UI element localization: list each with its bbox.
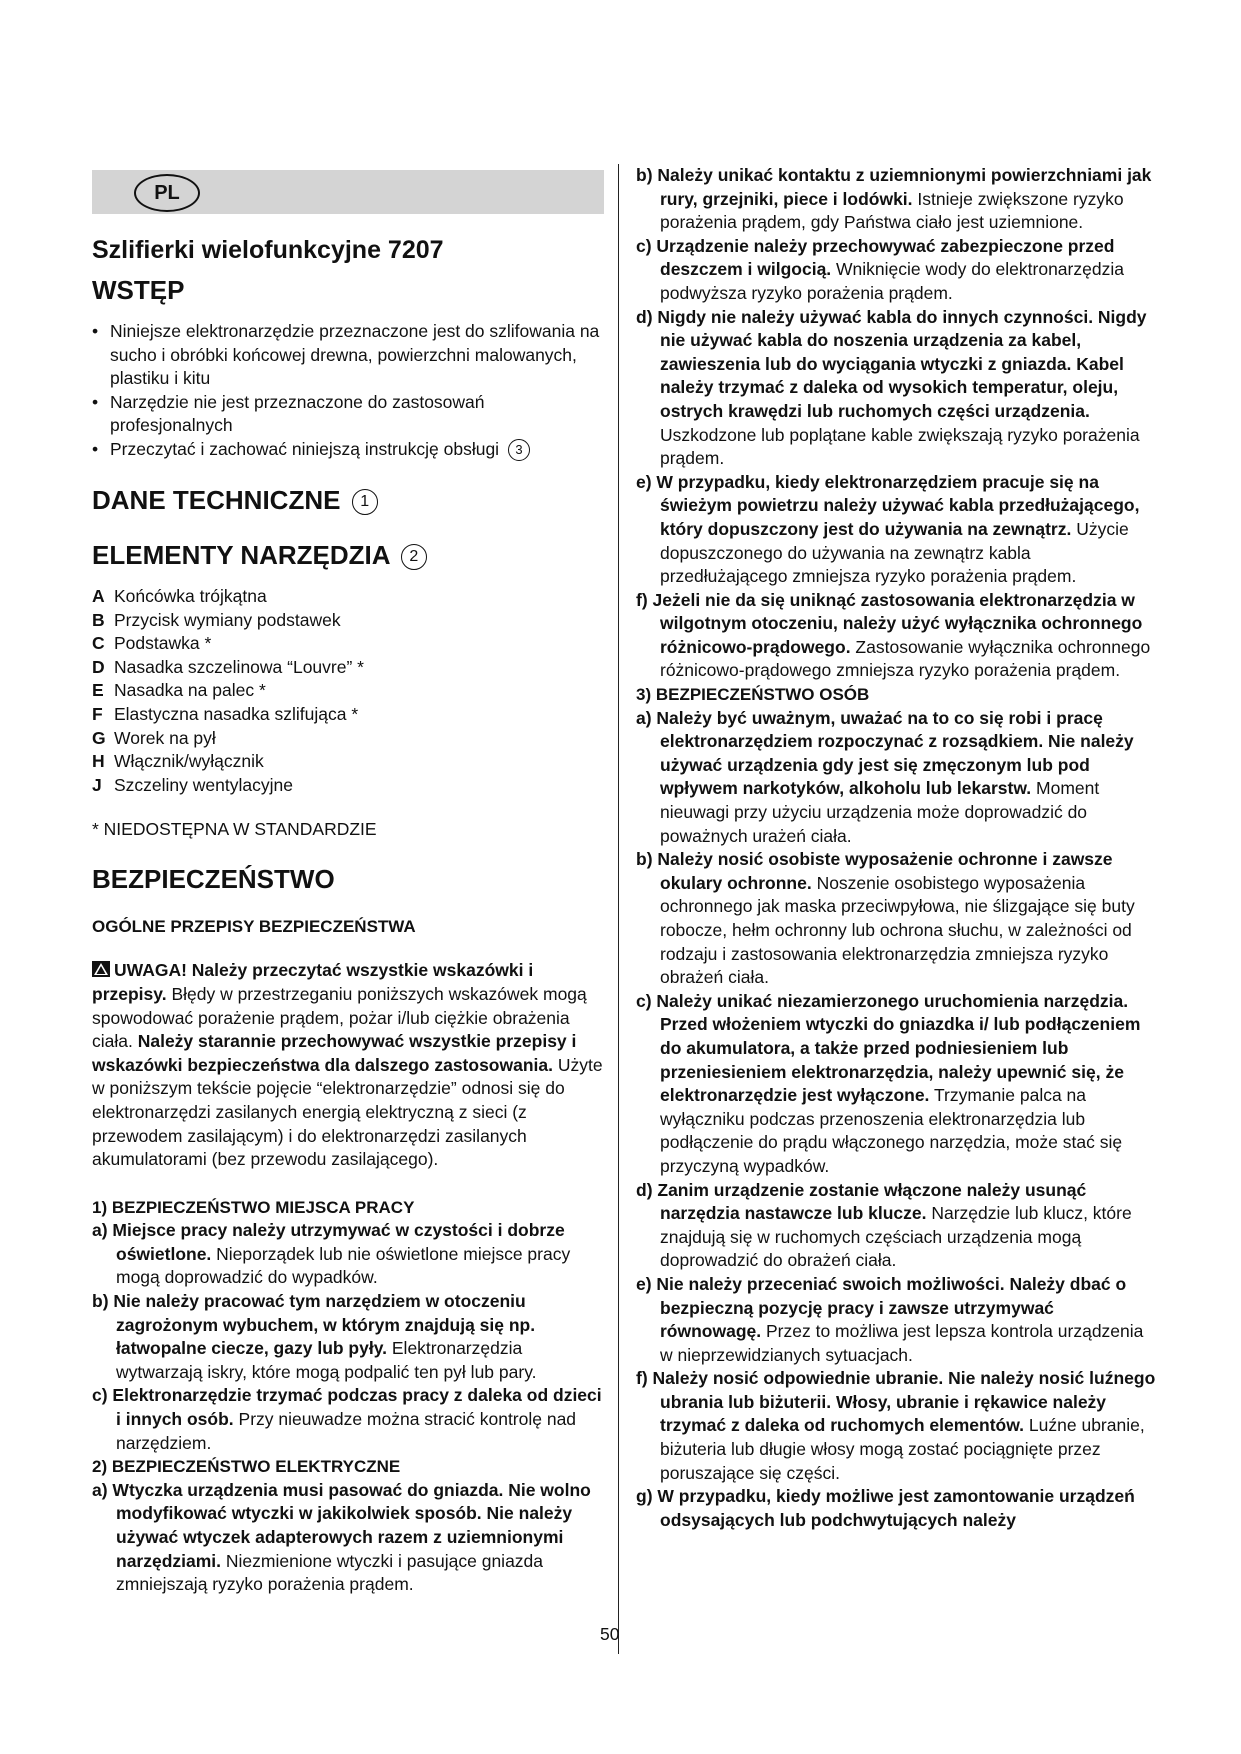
section-3-heading: 3) BEZPIECZEŃSTWO OSÓB	[636, 685, 870, 705]
page-number: 50	[600, 1624, 620, 1644]
rule-item	[92, 1290, 604, 1384]
tech-heading: DANE TECHNICZNE 1	[92, 485, 604, 516]
part-item	[92, 774, 604, 798]
rule-text: Przez to możliwa jest lepsza kontrola urządzenia w nieprzewidzianych sytuacjach.	[660, 1321, 1144, 1365]
rule-text: Noszenie osobistego wyposażenia ochronnego jak maska przeciwpyłowa, nie ślizgające się buty robocze, hełm ochronny lub ochrona słuchu, w zależności od rodzaju i zastosowania elektronarzędzia zmniejsza ryzyko obrażeń ciała.	[660, 872, 1135, 988]
part-letter: J	[92, 774, 102, 795]
rule-item	[636, 1485, 1158, 1532]
part-item	[92, 750, 604, 774]
section-2-list-left	[92, 1479, 604, 1597]
rule-text: Moment nieuwagi przy użyciu urządzenia może doprowadzić do poważnych urażeń ciała.	[660, 778, 1100, 846]
part-text: Nasadka szczelinowa “Louvre” *	[114, 656, 364, 677]
rule-item	[636, 1179, 1158, 1273]
rule-item	[636, 235, 1158, 306]
language-badge: PL	[134, 174, 200, 212]
rule-bold: e) Nie należy przeceniać swoich możliwości. Należy dbać o bezpieczną pozycję pracy i zawsze utrzymywać równowagę.	[636, 1273, 1127, 1342]
rule-item	[636, 471, 1158, 589]
warning-paragraph: UWAGA! Należy przeczytać wszystkie wskazówki i przepisy. Błędy w przestrzeganiu poniższych wskazówek mogą spowodować porażenie prądem, pożar i/lub ciężkie obrażenia ciała. Należy starannie przechowywać wszystkie przepisy i wskazówki bezpieczeństwa dla dalszego zastosowania. Użyte w poniższym tekście pojęcie “elektronarzędzie” odnosi się do elektronarzędzi zasilanych energią elektryczną z sieci (z przewodem zasilającym) i do elektronarzędzi zasilanych akumulatorami (bez przewodu zasilającego).	[92, 960, 603, 1170]
figure-ref-2: 2	[401, 544, 427, 570]
rule-bold: b) Należy nosić osobiste wyposażenie ochronne i zawsze okulary ochronne.	[636, 849, 1113, 893]
part-letter: A	[92, 586, 105, 606]
rule-item	[636, 707, 1158, 849]
rule-bold: c) Elektronarzędzie trzymać podczas pracy z daleka od dzieci i innych osób.	[92, 1385, 602, 1430]
warning-icon	[92, 961, 110, 977]
figure-ref-1: 1	[352, 489, 378, 515]
intro-bullets	[92, 320, 604, 461]
rule-text: Użycie dopuszczonego do używania na zewnątrz kabla przedłużającego zmniejsza ryzyko porażenia prądem.	[660, 518, 1129, 587]
part-text: Włącznik/wyłącznik	[114, 751, 264, 772]
rule-text: Wniknięcie wody do elektronarzędzia podwyższa ryzyko porażenia prądem.	[660, 259, 1124, 303]
part-text: Końcówka trójkątna	[114, 586, 267, 606]
part-letter: F	[92, 703, 103, 724]
rule-text: Elektronarzędzia wytwarzają iskry, które mogą podpalić ten pył lub pary.	[116, 1338, 537, 1382]
part-item	[92, 632, 604, 656]
rule-bold: g) W przypadku, kiedy możliwe jest zamontowanie urządzeń odsysających lub podchwytujących należy	[636, 1486, 1135, 1530]
part-text: Przycisk wymiany podstawek	[114, 609, 341, 630]
rule-item	[636, 1273, 1158, 1367]
rule-bold: b) Nie należy pracować tym narzędziem w otoczeniu zagrożonym wybuchem, w którym znajdują się np. łatwopalne ciecze, gazy lub pyły.	[92, 1291, 536, 1359]
rule-text: Przy nieuwadze można stracić kontrolę nad narzędziem.	[116, 1409, 577, 1453]
general-rules-heading: OGÓLNE PRZEPISY BEZPIECZEŃSTWA	[92, 917, 416, 937]
list-item: • Narzędzie nie jest przeznaczone do zastosowań profesjonalnych	[92, 391, 604, 438]
section-2-heading: 2) BEZPIECZEŃSTWO ELEKTRYCZNE	[92, 1457, 401, 1477]
figure-ref-3: 3	[508, 439, 530, 461]
rule-text: Nieporządek lub nie oświetlone miejsce pracy mogą doprowadzić do wypadków.	[116, 1243, 571, 1288]
rule-bold: c) Urządzenie należy przechowywać zabezpieczone przed deszczem i wilgocią.	[636, 235, 1115, 280]
part-letter: D	[92, 656, 105, 677]
part-text: Worek na pył	[114, 727, 216, 748]
product-title: Szlifierki wielofunkcyjne 7207	[92, 236, 444, 264]
rule-bold: a) Należy być uważnym, uważać na to co się robi i pracę elektronarzędziem rozpoczynać z rozsądkiem. Nie należy używać urządzenia gdy jest się zmęczonym lub pod wpływem narkotyków, alkoholu lub lekarstw.	[636, 707, 1134, 799]
rule-bold: f) Jeżeli nie da się uniknąć zastosowania elektronarzędzia w wilgotnym otoczeniu, należy użyć wyłącznika ochronnego różnicowo-prądowego.	[636, 589, 1143, 657]
rule-text: Niezmienione wtyczki i pasujące gniazda zmniejszają ryzyko porażenia prądem.	[116, 1550, 544, 1595]
rule-text: Trzymanie palca na wyłączniku podczas przenoszenia elektronarzędzia lub podłączenie do prądu włączonego narzędzia, może stać się przyczyną wypadków.	[660, 1085, 1123, 1176]
rule-text: Narzędzie lub klucz, które znajdują się w ruchomych częściach urządzenia mogą doprowadzić do obrażeń ciała.	[660, 1203, 1132, 1271]
rule-text: Luźne ubranie, biżuteria lub długie włosy mogą zostać pociągnięte przez poruszające się części.	[660, 1415, 1145, 1483]
rule-item	[92, 1479, 604, 1597]
part-item	[92, 703, 604, 727]
right-column	[636, 164, 1158, 1532]
part-letter: G	[92, 727, 106, 748]
rule-bold: f) Należy nosić odpowiednie ubranie. Nie należy nosić luźnego ubrania lub biżuterii. Włosy, ubranie i rękawice należy trzymać z daleka od ruchomych elementów.	[636, 1368, 1156, 1436]
part-item	[92, 656, 604, 680]
part-letter: H	[92, 751, 105, 772]
elements-heading: ELEMENTY NARZĘDZIA 2	[92, 540, 604, 571]
rule-bold: c) Należy unikać niezamierzonego uruchomienia narzędzia. Przed włożeniem wtyczki do gniazdka i/ lub podłączeniem do akumulatora, a także przed podniesieniem lub przeniesieniem elektronarzędzia, należy upewnić się, że elektronarzędzie jest wyłączone.	[636, 990, 1141, 1106]
intro-heading: WSTĘP	[92, 275, 185, 305]
section-2-list-right	[636, 164, 1158, 683]
rule-bold: d) Zanim urządzenie zostanie włączone należy usunąć narzędzia nastawcze lub klucze.	[636, 1179, 1087, 1224]
rule-bold: b) Należy unikać kontaktu z uziemnionymi powierzchniami jak rury, grzejniki, piece i lodówki.	[636, 165, 1152, 209]
part-text: Szczeliny wentylacyjne	[114, 774, 293, 795]
part-item	[92, 727, 604, 751]
section-1-heading: 1) BEZPIECZEŃSTWO MIEJSCA PRACY	[92, 1197, 415, 1217]
rule-text: Istnieje zwiększone ryzyko porażenia prądem, gdy Państwa ciało jest uziemnione.	[660, 188, 1124, 233]
part-text: Podstawka *	[114, 633, 212, 654]
list-item: • Niniejsze elektronarzędzie przeznaczone jest do szlifowania na sucho i obróbki końcowej drewna, powierzchni malowanych, plastiku i kitu	[92, 320, 604, 391]
rule-item	[636, 1367, 1158, 1485]
rule-bold: a) Wtyczka urządzenia musi pasować do gniazda. Nie wolno modyfikować wtyczki w jakikolwiek sposób. Nie należy używać wtyczek adapterowych razem z uziemnionymi narzędziami.	[92, 1479, 591, 1571]
safety-heading: BEZPIECZEŃSTWO	[92, 864, 335, 895]
language-bar	[92, 170, 604, 214]
part-text: Nasadka na palec *	[114, 680, 266, 701]
part-letter: E	[92, 680, 104, 701]
section-3-list	[636, 707, 1158, 1533]
rule-item	[636, 306, 1158, 471]
part-item	[92, 679, 604, 703]
rule-item	[636, 589, 1158, 683]
part-item	[92, 585, 604, 609]
rule-item	[636, 164, 1158, 235]
not-standard-note: * NIEDOSTĘPNA W STANDARDZIE	[92, 819, 377, 840]
rule-bold: e) W przypadku, kiedy elektronarzędziem pracuje się na świeżym powietrzu należy używać kabla przedłużającego, który dopuszczony jest do używania na zewnątrz.	[636, 471, 1140, 539]
part-item	[92, 609, 604, 633]
rule-item	[636, 848, 1158, 990]
rule-item	[92, 1384, 604, 1455]
list-item: • Przeczytać i zachować niniejszą instrukcję obsługi 3	[92, 438, 604, 462]
left-column	[92, 165, 604, 1597]
rule-text: Zastosowanie wyłącznika ochronnego różnicowo-prądowego zmniejsza ryzyko porażenia prądem.	[660, 636, 1151, 681]
rule-item	[636, 990, 1158, 1179]
rule-bold: a) Miejsce pracy należy utrzymywać w czystości i dobrze oświetlone.	[92, 1220, 565, 1264]
column-divider	[618, 164, 619, 1654]
rule-text: Uszkodzone lub poplątane kable zwiększają ryzyko porażenia prądem.	[660, 424, 1140, 469]
part-letter: C	[92, 633, 105, 654]
part-text: Elastyczna nasadka szlifująca *	[114, 703, 359, 724]
parts-list	[92, 585, 604, 797]
rule-bold: d) Nigdy nie należy używać kabla do innych czynności. Nigdy nie używać kabla do noszenia urządzenia za kabel, zawieszenia lub do wyciągania wtyczki z gniazda. Kabel należy trzymać z daleka od wysokich temperatur, oleju, ostrych krawędzi lub ruchomych części urządzenia.	[636, 306, 1147, 421]
rule-item	[92, 1219, 604, 1290]
part-letter: B	[92, 609, 105, 630]
section-1-list	[92, 1219, 604, 1455]
